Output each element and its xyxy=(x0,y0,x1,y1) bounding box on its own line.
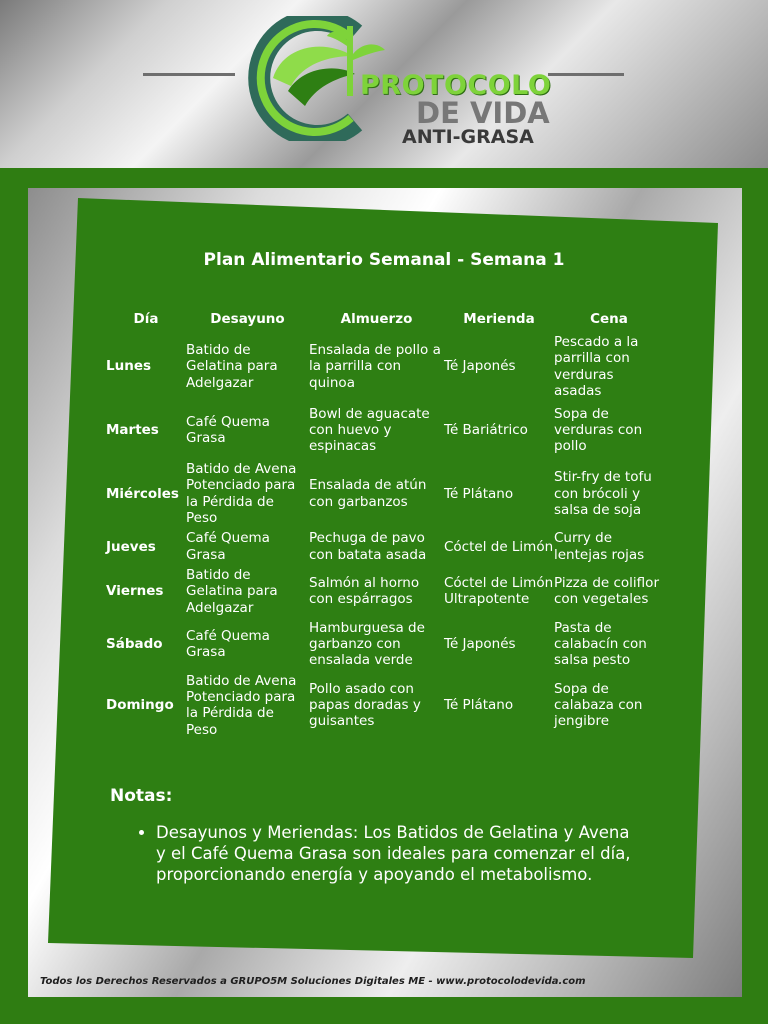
dinner-cell: Sopa de verduras con pollo xyxy=(554,405,643,455)
list-item: • Desayunos y Meriendas: Los Batidos de Gelatina y Avena y el Café Quema Grasa son ideales para comenzar el día, proporcionando energía y apoyando el metabolismo. xyxy=(156,822,640,885)
lunch-cell: Ensalada de pollo a la parrilla con quinoa xyxy=(309,342,441,391)
notes-heading: Notas: xyxy=(110,786,173,806)
header-lunch: Almuerzo xyxy=(340,311,413,327)
notes-list xyxy=(110,822,640,885)
snack-cell: Cóctel de Limón Ultrapotente xyxy=(444,575,554,608)
header-rule-left xyxy=(143,73,235,76)
snack-cell: Té Japonés xyxy=(444,358,516,375)
day-cell: Viernes xyxy=(106,583,164,600)
header-dinner: Cena xyxy=(590,311,628,327)
dinner-cell: Pescado a la parrilla con verduras asadas xyxy=(554,334,639,399)
brand-tagline: ANTI-GRASA xyxy=(402,126,534,148)
dinner-cell: Pizza de coliflor con vegetales xyxy=(554,575,659,608)
breakfast-cell: Café Quema Grasa xyxy=(186,628,270,661)
brand-name-line2: DE VIDA xyxy=(416,96,550,130)
snack-cell: Té Plátano xyxy=(444,485,514,502)
table-header-row xyxy=(106,310,664,332)
table-row xyxy=(106,332,664,401)
brand-name-line1: PROTOCOLO xyxy=(360,70,552,101)
table-row xyxy=(106,565,664,618)
lunch-cell: Bowl de aguacate con huevo y espinacas xyxy=(309,405,430,455)
header-day: Día xyxy=(133,311,159,327)
table-row xyxy=(106,459,664,528)
breakfast-cell: Batido de Avena Potenciado para la Pérdida de Peso xyxy=(186,672,297,738)
plan-title: Plan Alimentario Semanal - Semana 1 xyxy=(203,250,565,270)
dinner-cell: Stir-fry de tofu con brócoli y salsa de soja xyxy=(554,469,652,518)
dinner-cell: Curry de lentejas rojas xyxy=(554,530,645,563)
breakfast-cell: Café Quema Grasa xyxy=(186,413,270,447)
dinner-cell: Sopa de calabaza con jengibre xyxy=(554,680,643,730)
lunch-cell: Ensalada de atún con garbanzos xyxy=(309,477,427,510)
table-row xyxy=(106,528,664,565)
day-cell: Lunes xyxy=(106,358,152,375)
lunch-cell: Pechuga de pavo con batata asada xyxy=(309,530,427,563)
day-cell: Sábado xyxy=(106,636,163,653)
header-banner xyxy=(0,0,768,168)
breakfast-cell: Batido de Gelatina para Adelgazar xyxy=(186,342,278,391)
lunch-cell: Salmón al horno con espárragos xyxy=(309,575,420,608)
breakfast-cell: Batido de Avena Potenciado para la Pérdida de Peso xyxy=(186,461,297,527)
header-breakfast: Desayuno xyxy=(210,311,285,327)
lunch-cell: Pollo asado con papas doradas y guisantes xyxy=(309,680,421,730)
snack-cell: Té Plátano xyxy=(444,697,514,714)
snack-cell: Té Japonés xyxy=(444,636,516,653)
day-cell: Domingo xyxy=(106,697,174,714)
header-snack: Merienda xyxy=(463,311,535,327)
snack-cell: Té Bariátrico xyxy=(444,422,528,439)
table-row xyxy=(106,671,664,740)
day-cell: Jueves xyxy=(106,538,156,555)
breakfast-cell: Café Quema Grasa xyxy=(186,530,270,563)
header-rule-right xyxy=(548,73,624,76)
breakfast-cell: Batido de Gelatina para Adelgazar xyxy=(186,566,278,616)
snack-cell: Cóctel de Limón xyxy=(444,538,554,555)
table-row xyxy=(106,618,664,671)
lunch-cell: Hamburguesa de garbanzo con ensalada verde xyxy=(309,619,425,669)
dinner-cell: Pasta de calabacín con salsa pesto xyxy=(554,619,647,669)
day-cell: Miércoles xyxy=(106,485,179,502)
footer-copyright: Todos los Derechos Reservados a GRUPO5M Soluciones Digitales ME - www.protocolodevida.com xyxy=(40,976,586,987)
day-cell: Martes xyxy=(106,422,159,439)
meal-plan-table xyxy=(106,310,664,740)
table-row xyxy=(106,401,664,459)
